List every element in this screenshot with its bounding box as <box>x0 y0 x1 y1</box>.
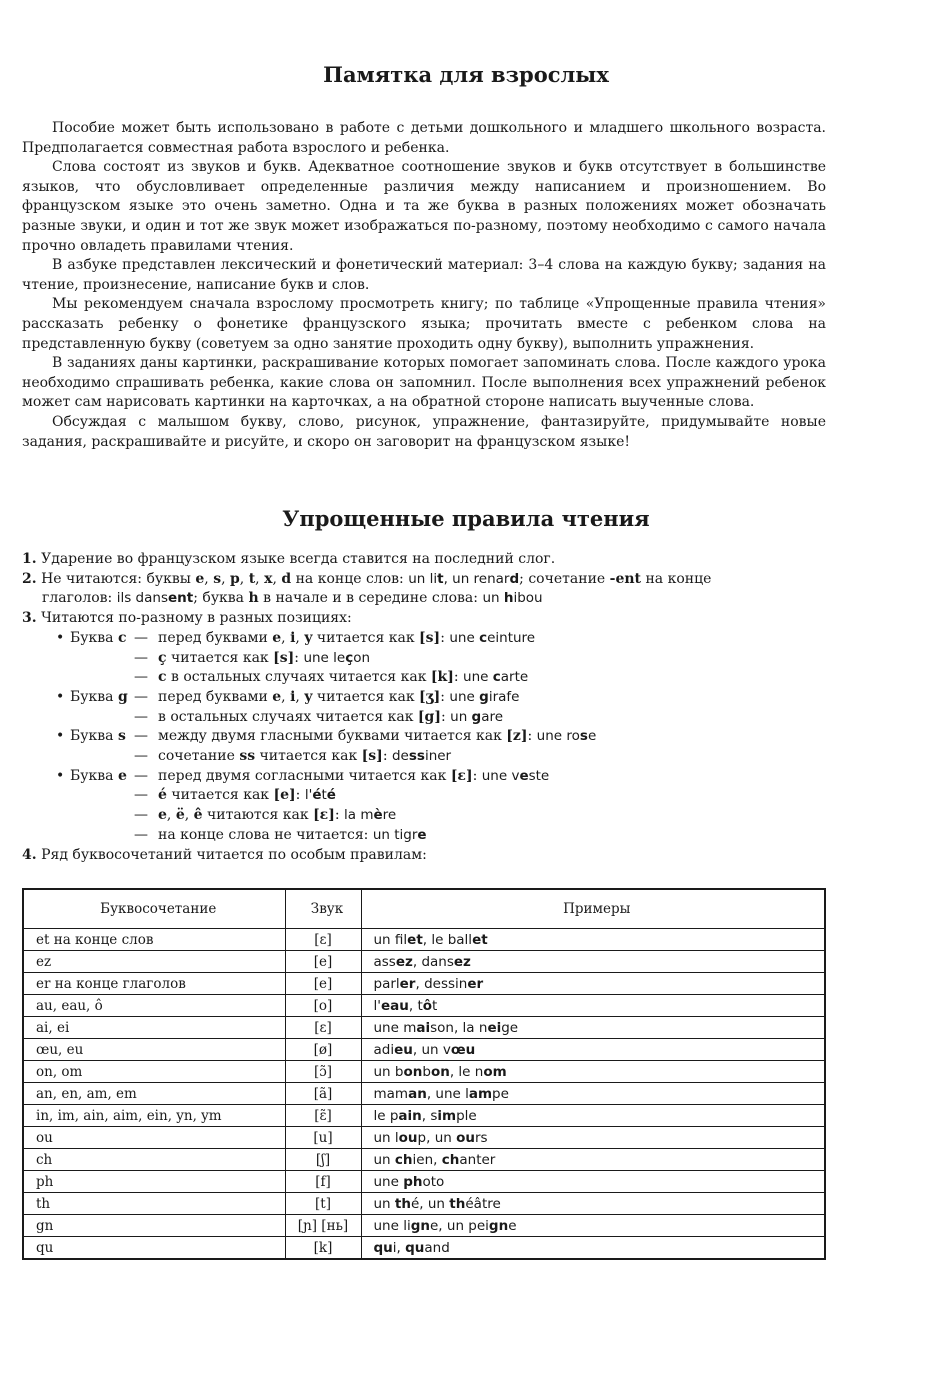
table-row <box>23 1017 825 1039</box>
intro-paragraph: Слова состоят из звуков и букв. Адекватное соотношение звуков и букв отсутствует в большинстве языков, что обусловливает определенные различия между написанием и произношением. Во французском языке это очень заметно. Одна и та же буква в разных положениях может обозначать разные звуки, и один и тот же звук может изображаться по-разному, поэтому необходимо с самого начала прочно овладеть правилами чтения. <box>22 159 826 254</box>
letter-combinations-table <box>22 888 826 1260</box>
sound-cell: [u] <box>285 1127 361 1149</box>
sound-cell: [f] <box>285 1171 361 1193</box>
table-row <box>23 995 825 1017</box>
sound-cell: [e] <box>285 973 361 995</box>
examples-cell: un thé, un théâtre <box>361 1193 825 1215</box>
rule-g-1: • Буква g — перед буквами e, i, y читается как [ʒ]: une girafe <box>56 688 520 705</box>
rule-1: 1. Ударение во французском языке всегда ставится на последний слог. <box>22 551 556 567</box>
sound-cell: [ɛ] <box>285 929 361 951</box>
combination-cell: et на конце слов <box>23 929 285 951</box>
sound-cell: [e] <box>285 951 361 973</box>
sound-cell: [o] <box>285 995 361 1017</box>
header-combination: Буквосочетание <box>23 889 285 929</box>
sound-cell: [t] <box>285 1193 361 1215</box>
table-row <box>23 1061 825 1083</box>
examples-cell: le pain, simple <box>361 1105 825 1127</box>
examples-cell: un bonbon, le nom <box>361 1061 825 1083</box>
examples-cell: une maison, la neige <box>361 1017 825 1039</box>
table-row <box>23 929 825 951</box>
examples-cell: une ligne, un peigne <box>361 1215 825 1237</box>
sound-cell: [ø] <box>285 1039 361 1061</box>
combination-cell: gn <box>23 1215 285 1237</box>
examples-cell: un filet, le ballet <box>361 929 825 951</box>
rule-e-1: • Буква e — перед двумя согласными читается как [ɛ]: une veste <box>56 767 550 784</box>
table-row <box>23 1105 825 1127</box>
intro-paragraph: В заданиях даны картинки, раскрашивание которых помогает запоминать слова. После каждого урока необходимо спрашивать ребенка, какие слова он запомнил. После выполнения всех упражнений ребенок может сам нарисовать картинки на карточках, а на обратной стороне написать выученные слова. <box>22 355 826 411</box>
memo-title: Памятка для взрослых <box>323 62 609 87</box>
combination-cell: in, im, ain, aim, ein, yn, ym <box>23 1105 285 1127</box>
table-row <box>23 951 825 973</box>
table-row <box>23 973 825 995</box>
combination-cell: ph <box>23 1171 285 1193</box>
combination-cell: th <box>23 1193 285 1215</box>
table-row <box>23 1083 825 1105</box>
sound-cell: [ɛ] <box>285 1017 361 1039</box>
sound-cell: [ɛ̃] <box>285 1105 361 1127</box>
rule-s-1: • Буква s — между двумя гласными буквами читается как [z]: une rose <box>56 728 597 745</box>
rule-g-2: — в остальных случаях читается как [g]: un gare <box>134 708 504 725</box>
intro-text <box>22 119 826 452</box>
combination-cell: ai, ei <box>23 1017 285 1039</box>
combination-cell: ch <box>23 1149 285 1171</box>
table-row <box>23 1215 825 1237</box>
combination-cell: ez <box>23 951 285 973</box>
examples-cell: adieu, un vœu <box>361 1039 825 1061</box>
table-row <box>23 1127 825 1149</box>
table-row <box>23 1237 825 1260</box>
table-row <box>23 1193 825 1215</box>
examples-cell: une photo <box>361 1171 825 1193</box>
combination-cell: œu, eu <box>23 1039 285 1061</box>
table-row <box>23 1149 825 1171</box>
rule-4-text: Ряд буквосочетаний читается по особым правилам: <box>41 846 427 863</box>
combination-cell: er на конце глаголов <box>23 973 285 995</box>
rule-s-2: — сочетание ss читается как [s]: dessiner <box>134 748 452 765</box>
combination-cell: qu <box>23 1237 285 1260</box>
header-examples: Примеры <box>361 889 825 929</box>
rule-c-2: — ç читается как [s]: une leçon <box>134 649 371 666</box>
rule-2: 2. Не читаются: буквы e, s, p, t, x, d на конце слов: un lit, un renard; сочетание -ent на конце <box>22 570 712 587</box>
combination-cell: ou <box>23 1127 285 1149</box>
examples-cell: l'eau, tôt <box>361 995 825 1017</box>
examples-cell: un chien, chanter <box>361 1149 825 1171</box>
sound-cell: [ʃ] <box>285 1149 361 1171</box>
combination-cell: on, om <box>23 1061 285 1083</box>
table-header-row <box>23 889 825 929</box>
examples-cell: parler, dessiner <box>361 973 825 995</box>
intro-paragraph: Пособие может быть использовано в работе с детьми дошкольного и младшего школьного возраста. Предполагается совместная работа взрослого и ребенка. <box>22 120 826 156</box>
sound-cell: [ã] <box>285 1083 361 1105</box>
table-row <box>23 1039 825 1061</box>
rule-2-cont: глаголов: ils dansent; буква h в начале и в середине слова: un hibou <box>42 590 543 607</box>
header-sound: Звук <box>285 889 361 929</box>
intro-paragraph: Обсуждая с малышом букву, слово, рисунок, упражнение, фантазируйте, придумывайте новые задания, раскрашивайте и рисуйте, и скоро он заговорит на французском языке! <box>22 413 826 450</box>
rule-e-2: — é читается как [e]: l'été <box>134 787 336 804</box>
rule-3: 3. Читаются по-разному в разных позициях: <box>22 610 352 627</box>
rules-title: Упрощенные правила чтения <box>282 506 650 531</box>
rule-c-3: — c в остальных случаях читается как [k]: une carte <box>134 669 529 686</box>
intro-paragraph: В азбуке представлен лексический и фонетический материал: 3–4 слова на каждую букву; задания на чтение, произнесение, написание букв и слов. <box>22 257 826 293</box>
combination-cell: an, en, am, em <box>23 1083 285 1105</box>
sound-cell: [ɲ] [нь] <box>285 1215 361 1237</box>
intro-paragraph: Мы рекомендуем сначала взрослому просмотреть книгу; по таблице «Упрощенные правила чтения» рассказать ребенку о фонетике французского языка; прочитать вместе с ребенком слова на представленную букву (советуем за одно занятие проходить одну букву), выполнить упражнения. <box>22 296 826 352</box>
table-row <box>23 1171 825 1193</box>
reading-rules <box>22 550 832 865</box>
examples-cell: assez, dansez <box>361 951 825 973</box>
examples-cell: qui, quand <box>361 1237 825 1260</box>
rule-1-text: Ударение во французском языке всегда ставится на последний слог. <box>41 551 556 567</box>
examples-cell: un loup, un ours <box>361 1127 825 1149</box>
sound-cell: [k] <box>285 1237 361 1260</box>
sound-cell: [ɔ̃] <box>285 1061 361 1083</box>
combination-cell: au, eau, ô <box>23 995 285 1017</box>
rule-e-4: — на конце слова не читается: un tigre <box>134 826 427 843</box>
rule-c-1: • Буква c — перед буквами e, i, y читается как [s]: une ceinture <box>56 629 536 646</box>
examples-cell: maman, une lampe <box>361 1083 825 1105</box>
rule-e-3: — e, ë, ê читаются как [ɛ]: la mère <box>134 807 397 824</box>
rule-4: 4. Ряд буквосочетаний читается по особым правилам: <box>22 846 427 863</box>
